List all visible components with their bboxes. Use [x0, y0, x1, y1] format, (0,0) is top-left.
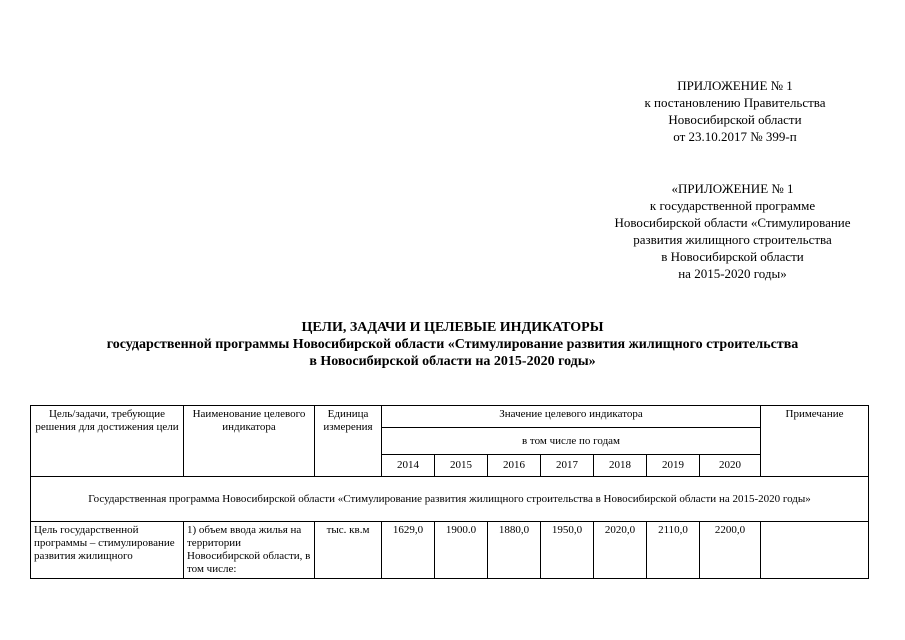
header-indicator: Наименование целевого индикатора [184, 406, 315, 477]
appendix1-line2: к постановлению Правительства [644, 95, 826, 110]
row1-value-2018: 2020,0 [594, 522, 647, 579]
year-cell: 2017 [541, 455, 594, 477]
appendix2-line4: развития жилищного строительства [633, 232, 832, 247]
program-title-cell: Государственная программа Новосибирской области «Стимулирование развития жилищного строительства в Новосибирской области на 2015-2020 годы» [31, 477, 869, 522]
row1-indicator: 1) объем ввода жилья на территории Новосибирской области, в том числе: [184, 522, 315, 579]
title-line2: государственной программы Новосибирской области «Стимулирование развития жилищного строительства [106, 337, 799, 352]
row1-value-2016: 1880,0 [488, 522, 541, 579]
header-value: Значение целевого индикатора [382, 406, 761, 428]
appendix2-line1: «ПРИЛОЖЕНИЕ № 1 [671, 181, 794, 196]
year-cell: 2020 [700, 455, 761, 477]
table-row [31, 522, 869, 579]
row1-value-2014: 1629,0 [382, 522, 435, 579]
row1-goal: Цель государственной программы – стимулирование развития жилищного [31, 522, 184, 579]
appendix2-line2: к государственной программе [649, 198, 816, 213]
appendix2-line3: Новосибирской области «Стимулирование [614, 215, 851, 230]
header-unit: Единица измерения [315, 406, 382, 477]
title-line3: в Новосибирской области на 2015-2020 годы» [309, 354, 596, 369]
year-cell: 2019 [647, 455, 700, 477]
row1-value-2020: 2200,0 [700, 522, 761, 579]
document-title [20, 319, 885, 370]
appendix2-line6: на 2015-2020 годы» [678, 266, 787, 281]
appendix1-line4: от 23.10.2017 № 399-п [673, 129, 797, 144]
year-cell: 2015 [435, 455, 488, 477]
year-cell: 2016 [488, 455, 541, 477]
appendix1-line1: ПРИЛОЖЕНИЕ № 1 [677, 78, 793, 93]
year-cell: 2018 [594, 455, 647, 477]
header-row-1 [31, 406, 869, 428]
header-note: Примечание [761, 406, 869, 477]
row1-note [761, 522, 869, 579]
appendix-header-1 [590, 77, 880, 145]
row1-value-2019: 2110,0 [647, 522, 700, 579]
appendix1-line3: Новосибирской области [668, 112, 802, 127]
title-line1: ЦЕЛИ, ЗАДАЧИ И ЦЕЛЕВЫЕ ИНДИКАТОРЫ [301, 320, 604, 335]
row1-unit: тыс. кв.м [315, 522, 382, 579]
header-by-years: в том числе по годам [382, 428, 761, 455]
appendix2-line5: в Новосибирской области [661, 249, 804, 264]
year-cell: 2014 [382, 455, 435, 477]
appendix-header-2 [575, 180, 890, 282]
row1-value-2017: 1950,0 [541, 522, 594, 579]
program-row [31, 477, 869, 522]
row1-value-2015: 1900.0 [435, 522, 488, 579]
indicators-table [30, 405, 869, 579]
header-goal: Цель/задачи, требующие решения для достижения цели [31, 406, 184, 477]
